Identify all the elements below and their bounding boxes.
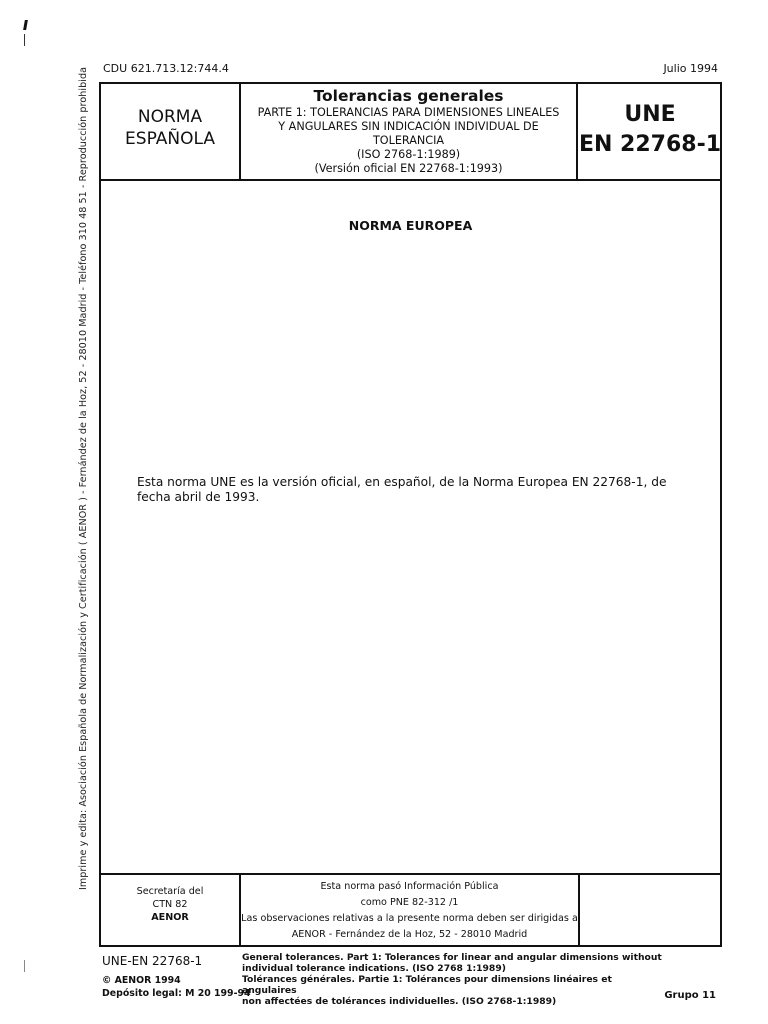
secretariat-line3: AENOR: [151, 912, 189, 923]
empty-cell: [580, 875, 722, 945]
standard-number: EN 22768-1: [578, 131, 722, 157]
official-version: (Versión oficial EN 22768-1:1993): [314, 162, 503, 175]
norm-type-line2: ESPAÑOLA: [125, 128, 215, 149]
standard-prefix: UNE: [624, 101, 676, 127]
footer-row: [101, 873, 720, 945]
french-title-line1: Tolérances générales. Partie 1: Tolérances pour dimensions linéaires et angulaires: [242, 974, 612, 996]
subtitle-line2: Y ANGULARES SIN INDICACIÓN INDIVIDUAL DE: [278, 120, 539, 133]
standard-frame: [99, 82, 722, 947]
body-paragraph: Esta norma UNE es la versión oficial, en español, de la Norma Europea EN 22768-1, de fecha abril de 1993.: [137, 475, 667, 504]
legal-deposit: Depósito legal: M 20 199-94: [102, 988, 251, 999]
standard-number-cell: [578, 84, 722, 179]
title-cell: [241, 84, 578, 179]
cdu-code: CDU 621.713.12:744.4: [103, 62, 229, 75]
info-line1: Esta norma pasó Información Pública: [320, 881, 499, 892]
french-title-line2: non affectées de tolérances individuelles. (ISO 2768-1:1989): [242, 996, 557, 1007]
subtitle-line3: TOLERANCIA: [372, 134, 445, 147]
english-title-line2: individual tolerance indications. (ISO 2768 1:1989): [242, 963, 506, 974]
section-title: NORMA EUROPEA: [348, 218, 473, 233]
margin-mark-bottom: [24, 960, 25, 972]
english-title-line1: General tolerances. Part 1: Tolerances for linear and angular dimensions without: [242, 952, 662, 963]
publication-date: Julio 1994: [663, 62, 718, 75]
price-group: Grupo 11: [664, 990, 716, 1001]
une-code: UNE-EN 22768-1: [102, 954, 203, 968]
info-line4: AENOR - Fernández de la Hoz, 52 - 28010 Madrid: [291, 929, 528, 940]
margin-mark-top-2: [24, 34, 25, 46]
copyright: © AENOR 1994: [102, 975, 181, 986]
info-line3: Las observaciones relativas a la presente norma deben ser dirigidas a: [241, 913, 578, 924]
norm-type-line1: NORMA: [137, 106, 203, 127]
norm-type-cell: [101, 84, 241, 179]
bottom-left-block: [102, 954, 251, 1000]
translated-titles: [242, 952, 662, 1007]
secretariat-line1: Secretaría del: [136, 886, 204, 897]
document-title: Tolerancias generales: [313, 87, 504, 105]
iso-reference: (ISO 2768-1:1989): [356, 148, 461, 161]
subtitle-line1: PARTE 1: TOLERANCIAS PARA DIMENSIONES LINEALES: [257, 106, 560, 119]
secretariat-line2: CTN 82: [152, 899, 188, 910]
secretariat-cell: [101, 875, 241, 945]
public-info-cell: [241, 875, 580, 945]
margin-mark-top: [23, 20, 28, 30]
info-line2: como PNE 82-312 /1: [360, 897, 459, 908]
vertical-publisher-notice: Imprime y edita: Asociación Española de Normalización y Certificación ( AENOR ) - Fernández de la Hoz, 52 - 28010 Madrid - Teléfono 310 48 51 - Reproducción prohibida: [78, 66, 89, 890]
header-row: [101, 84, 720, 181]
